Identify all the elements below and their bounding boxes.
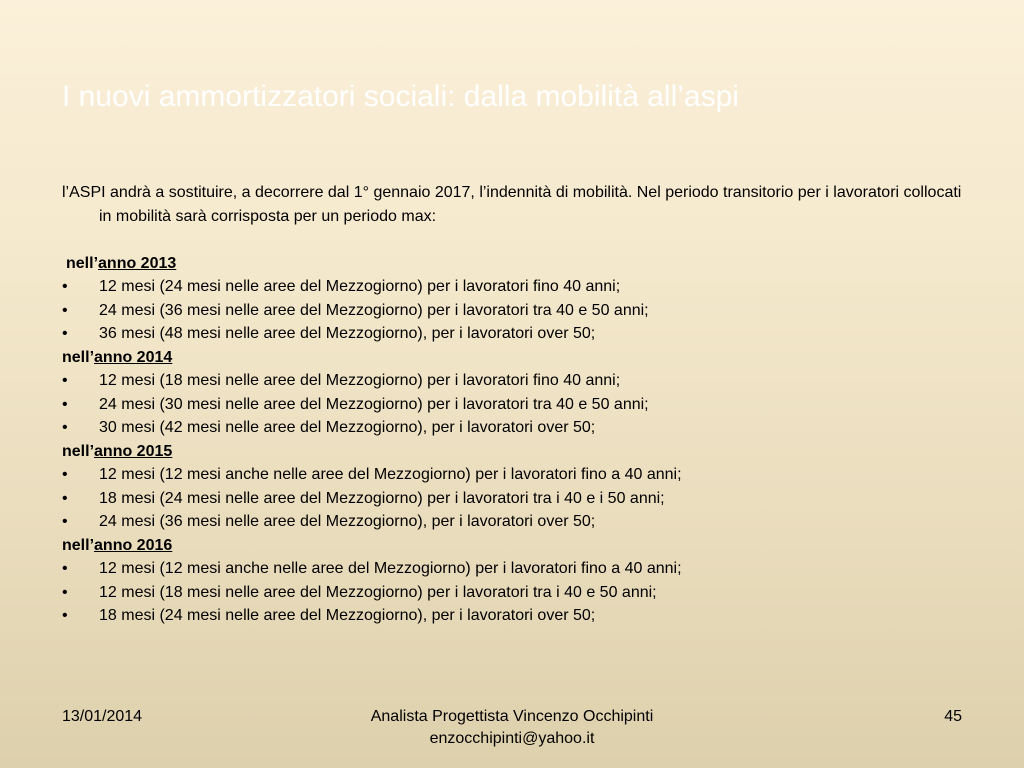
list-item: [62, 299, 962, 323]
list-item-text: 30 mesi (42 mesi nelle aree del Mezzogiorno), per i lavoratori over 50;: [99, 419, 596, 436]
list-item: [62, 416, 962, 440]
heading-prefix: nell’: [66, 254, 99, 272]
list-item: [62, 275, 962, 299]
bullet-icon: •: [62, 607, 68, 624]
list-item: [62, 463, 962, 487]
bullet-icon: •: [62, 513, 68, 530]
bullet-icon: •: [62, 301, 68, 319]
footer-author: [312, 706, 712, 750]
heading-year: anno 2014: [94, 348, 173, 366]
bullet-icon: •: [62, 583, 68, 601]
list-item: [62, 557, 962, 581]
list-item-text: 24 mesi (36 mesi nelle aree del Mezzogiorno) per i lavoratori tra 40 e 50 anni;: [99, 301, 649, 319]
slide-body: [62, 181, 962, 628]
spacer: [62, 228, 962, 252]
heading-year: anno 2013: [98, 254, 177, 272]
section-heading-2015: [62, 440, 962, 464]
bullet-icon: •: [62, 466, 68, 483]
list-item: [62, 604, 962, 628]
section-heading-2016: [62, 534, 962, 558]
page-number: 45: [944, 708, 962, 725]
list-item: [62, 393, 962, 417]
list-item-text: 18 mesi (24 mesi nelle aree del Mezzogiorno), per i lavoratori over 50;: [99, 607, 596, 624]
section-heading-2014: [62, 346, 962, 370]
list-item-text: 12 mesi (18 mesi nelle aree del Mezzogiorno) per i lavoratori tra i 40 e 50 anni;: [99, 583, 657, 601]
slide-title: I nuovi ammortizzatori sociali: dalla mobilità all’aspi: [62, 80, 739, 113]
heading-year: anno 2016: [94, 536, 173, 554]
footer-author-email: enzocchipinti@yahoo.it: [429, 730, 595, 747]
list-item: [62, 322, 962, 346]
bullet-icon: •: [62, 489, 68, 507]
section-heading-2013: [62, 252, 962, 276]
heading-year: anno 2015: [94, 442, 173, 460]
heading-prefix: nell’: [62, 348, 95, 366]
footer-date: 13/01/2014: [62, 708, 143, 725]
heading-prefix: nell’: [62, 442, 95, 460]
list-item: [62, 510, 962, 534]
heading-prefix: nell’: [62, 536, 95, 554]
bullet-icon: •: [62, 372, 68, 389]
list-item: [62, 487, 962, 511]
bullet-icon: •: [62, 395, 68, 413]
list-item-text: 24 mesi (30 mesi nelle aree del Mezzogiorno) per i lavoratori tra 40 e 50 anni;: [99, 395, 649, 413]
list-item-text: 12 mesi (24 mesi nelle aree del Mezzogiorno) per i lavoratori fino 40 anni;: [99, 278, 621, 295]
bullet-icon: •: [62, 419, 68, 436]
list-item-text: 18 mesi (24 mesi nelle aree del Mezzogiorno) per i lavoratori tra i 40 e i 50 anni;: [99, 489, 665, 507]
list-item-text: 12 mesi (18 mesi nelle aree del Mezzogiorno) per i lavoratori fino 40 anni;: [99, 372, 621, 389]
list-item-text: 36 mesi (48 mesi nelle aree del Mezzogiorno), per i lavoratori over 50;: [99, 325, 596, 342]
list-item-text: 12 mesi (12 mesi anche nelle aree del Mezzogiorno) per i lavoratori fino a 40 anni;: [99, 560, 682, 577]
footer-author-name: Analista Progettista Vincenzo Occhipinti: [370, 708, 654, 725]
list-item: [62, 369, 962, 393]
bullet-icon: •: [62, 325, 68, 342]
list-item-text: 24 mesi (36 mesi nelle aree del Mezzogiorno), per i lavoratori over 50;: [99, 513, 596, 530]
list-item-text: 12 mesi (12 mesi anche nelle aree del Mezzogiorno) per i lavoratori fino a 40 anni;: [99, 466, 682, 483]
bullet-icon: •: [62, 560, 68, 577]
intro-paragraph: l’ASPI andrà a sostituire, a decorrere dal 1° gennaio 2017, l’indennità di mobilità. Nel periodo transitorio per i lavoratori collocati in mobilità sarà corrisposta per un periodo max:: [62, 184, 962, 225]
list-item: [62, 581, 962, 605]
bullet-icon: •: [62, 278, 68, 295]
